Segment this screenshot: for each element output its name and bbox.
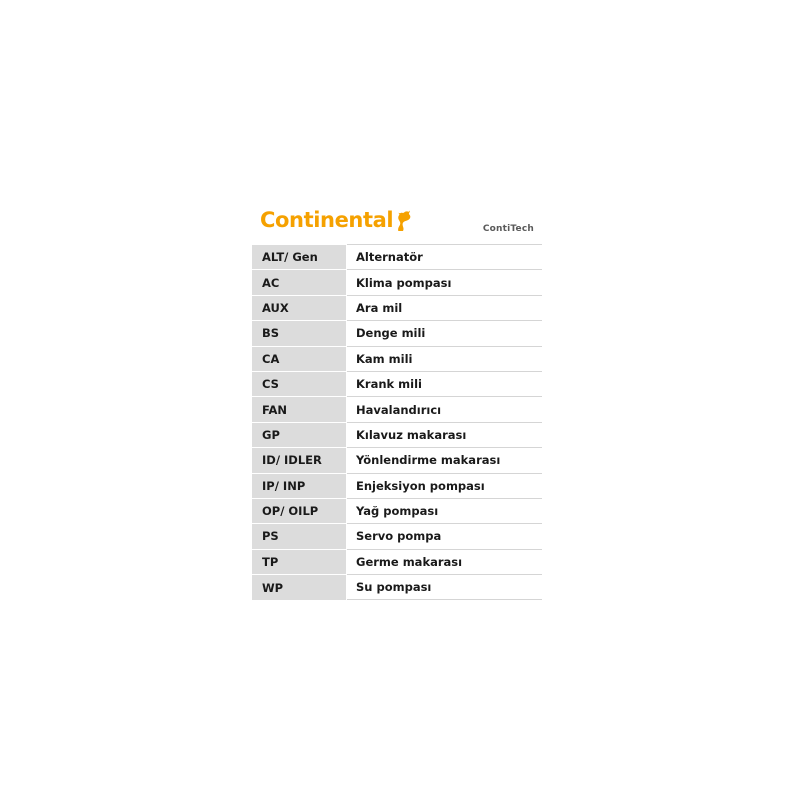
table-body	[252, 245, 542, 600]
description-cell: Kam mili	[347, 346, 543, 371]
brand-lockup	[252, 209, 413, 231]
code-cell: TP	[252, 549, 347, 574]
description-cell: Su pompası	[347, 575, 543, 600]
code-cell: GP	[252, 422, 347, 447]
description-cell: Yağ pompası	[347, 498, 543, 523]
table-row	[252, 498, 542, 523]
table-row	[252, 549, 542, 574]
sub-brand-label: ContiTech	[482, 224, 534, 234]
code-cell: OP/ OILP	[252, 498, 347, 523]
table-row	[252, 448, 542, 473]
abbreviation-sheet	[252, 196, 542, 600]
brand-wordmark: Continental	[260, 207, 394, 232]
code-cell: WP	[252, 575, 347, 600]
description-cell: Ara mil	[347, 295, 543, 320]
table-row	[252, 321, 542, 346]
code-cell: CS	[252, 371, 347, 396]
code-cell: ALT/ Gen	[252, 245, 347, 270]
horse-icon	[395, 209, 413, 231]
description-cell: Denge mili	[347, 321, 543, 346]
logo-header	[252, 196, 542, 244]
code-cell: ID/ IDLER	[252, 448, 347, 473]
description-cell: Germe makarası	[347, 549, 543, 574]
code-cell: IP/ INP	[252, 473, 347, 498]
table-row	[252, 422, 542, 447]
description-cell: Yönlendirme makarası	[347, 448, 543, 473]
code-cell: CA	[252, 346, 347, 371]
table-row	[252, 575, 542, 600]
table-row	[252, 245, 542, 270]
code-cell: FAN	[252, 397, 347, 422]
description-cell: Klima pompası	[347, 270, 543, 295]
code-cell: AUX	[252, 295, 347, 320]
description-cell: Krank mili	[347, 371, 543, 396]
code-cell: BS	[252, 321, 347, 346]
table-row	[252, 371, 542, 396]
code-cell: PS	[252, 524, 347, 549]
description-cell: Kılavuz makarası	[347, 422, 543, 447]
table-row	[252, 397, 542, 422]
table-row	[252, 270, 542, 295]
table-row	[252, 473, 542, 498]
abbreviation-table	[252, 244, 542, 600]
description-cell: Enjeksiyon pompası	[347, 473, 543, 498]
table-row	[252, 346, 542, 371]
table-row	[252, 524, 542, 549]
description-cell: Havalandırıcı	[347, 397, 543, 422]
description-cell: Alternatör	[347, 245, 543, 270]
description-cell: Servo pompa	[347, 524, 543, 549]
code-cell: AC	[252, 270, 347, 295]
table-row	[252, 295, 542, 320]
